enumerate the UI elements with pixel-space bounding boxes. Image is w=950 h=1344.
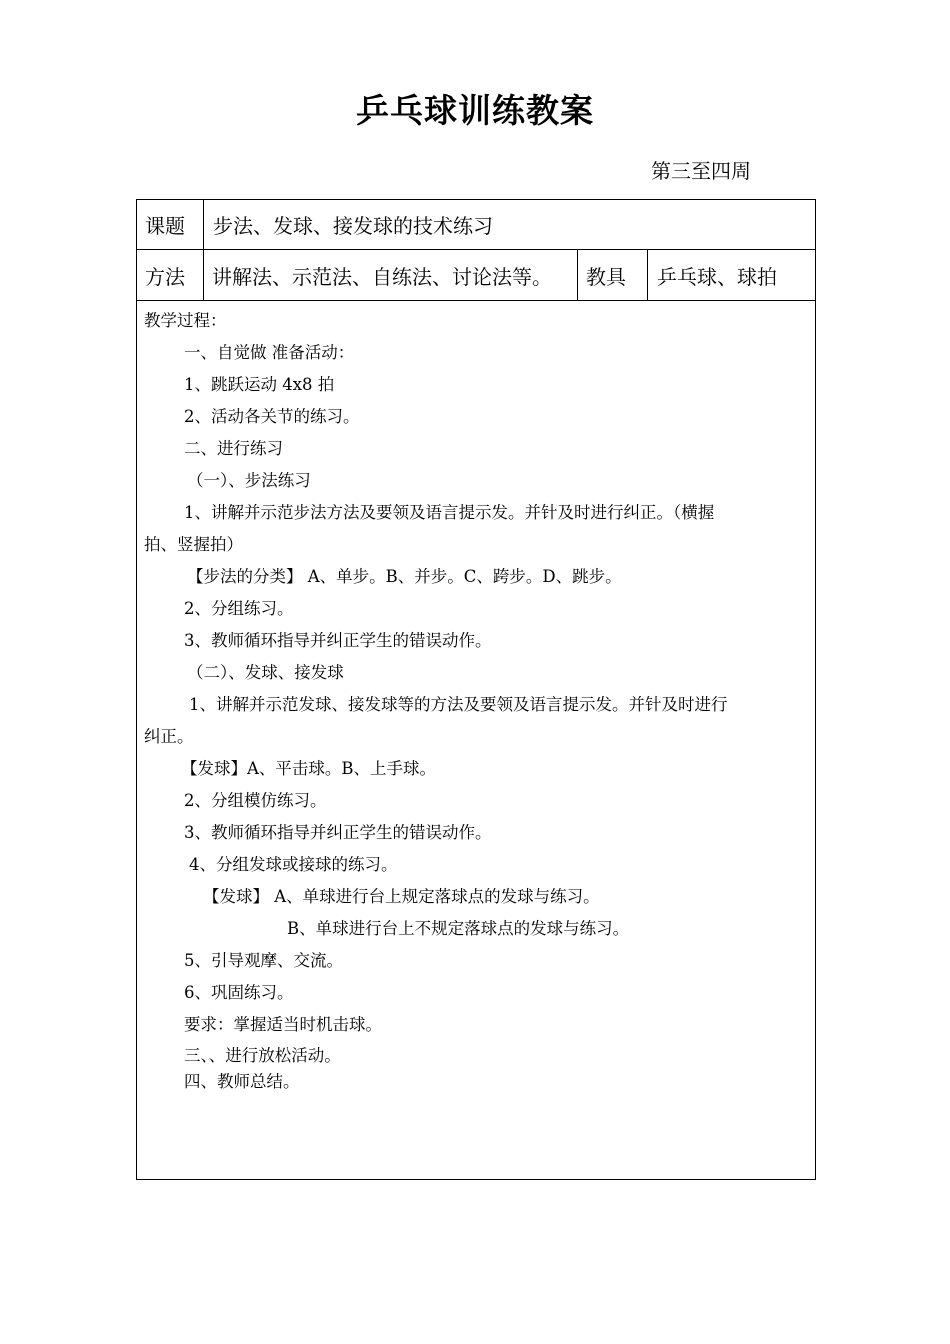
process-line: 【发球】A、平击球。B、上手球。	[181, 759, 437, 778]
method-label: 方法	[145, 264, 185, 289]
section-summary: 四、教师总结。	[184, 1072, 300, 1091]
process-heading: 教学过程：	[144, 311, 227, 330]
process-line: B、单球进行台上不规定落球点的发球与练习。	[287, 919, 630, 938]
process-line: 【发球】 A、单球进行台上规定落球点的发球与练习。	[203, 887, 600, 906]
section-warmup: 一、自觉做 准备活动：	[184, 343, 355, 362]
process-line: 2、分组模仿练习。	[184, 791, 327, 810]
page-title: 乒乓球训练教案	[356, 91, 594, 130]
process-line: 3、教师循环指导并纠正学生的错误动作。	[184, 823, 492, 842]
week-range: 第三至四周	[651, 159, 751, 183]
subsection-footwork: （一）、步法练习	[187, 471, 311, 490]
process-line: 1、讲解并示范步法方法及要领及语言提示发。并针及时进行纠正。（横握	[184, 503, 715, 522]
equipment-label: 教具	[577, 250, 647, 300]
process-line: 纠正。	[144, 727, 194, 746]
process-line: 拍、竖握拍）	[144, 535, 243, 554]
topic-label: 课题	[145, 214, 185, 238]
method-row	[137, 250, 815, 301]
process-line: 1、讲解并示范发球、接发球等的方法及要领及语言提示发。并针及时进行	[189, 695, 728, 714]
topic-value: 步法、发球、接发球的技术练习	[203, 200, 815, 249]
process-line: 【步法的分类】 A、单步。B、并步。C、跨步。D、跳步。	[187, 567, 622, 586]
equipment-value: 乒乓球、球拍	[647, 250, 815, 300]
section-practice: 二、进行练习	[184, 439, 283, 458]
process-line: 1、跳跃运动 4x8 拍	[184, 375, 335, 394]
process-line: 3、教师循环指导并纠正学生的错误动作。	[184, 631, 492, 650]
process-line: 5、引导观摩、交流。	[184, 951, 343, 970]
subsection-serve: （二）、发球、接发球	[187, 663, 344, 682]
process-line: 2、分组练习。	[184, 599, 294, 618]
section-relax: 三、、进行放松活动。	[184, 1046, 341, 1065]
process-line: 6、巩固练习。	[184, 983, 294, 1002]
process-line: 2、活动各关节的练习。	[184, 407, 360, 426]
requirement-line: 要求：掌握适当时机击球。	[184, 1015, 382, 1034]
process-line: 4、分组发球或接球的练习。	[189, 855, 398, 874]
lesson-plan-table	[136, 199, 816, 1180]
method-value: 讲解法、示范法、自练法、讨论法等。	[203, 250, 577, 300]
topic-row	[137, 200, 815, 250]
